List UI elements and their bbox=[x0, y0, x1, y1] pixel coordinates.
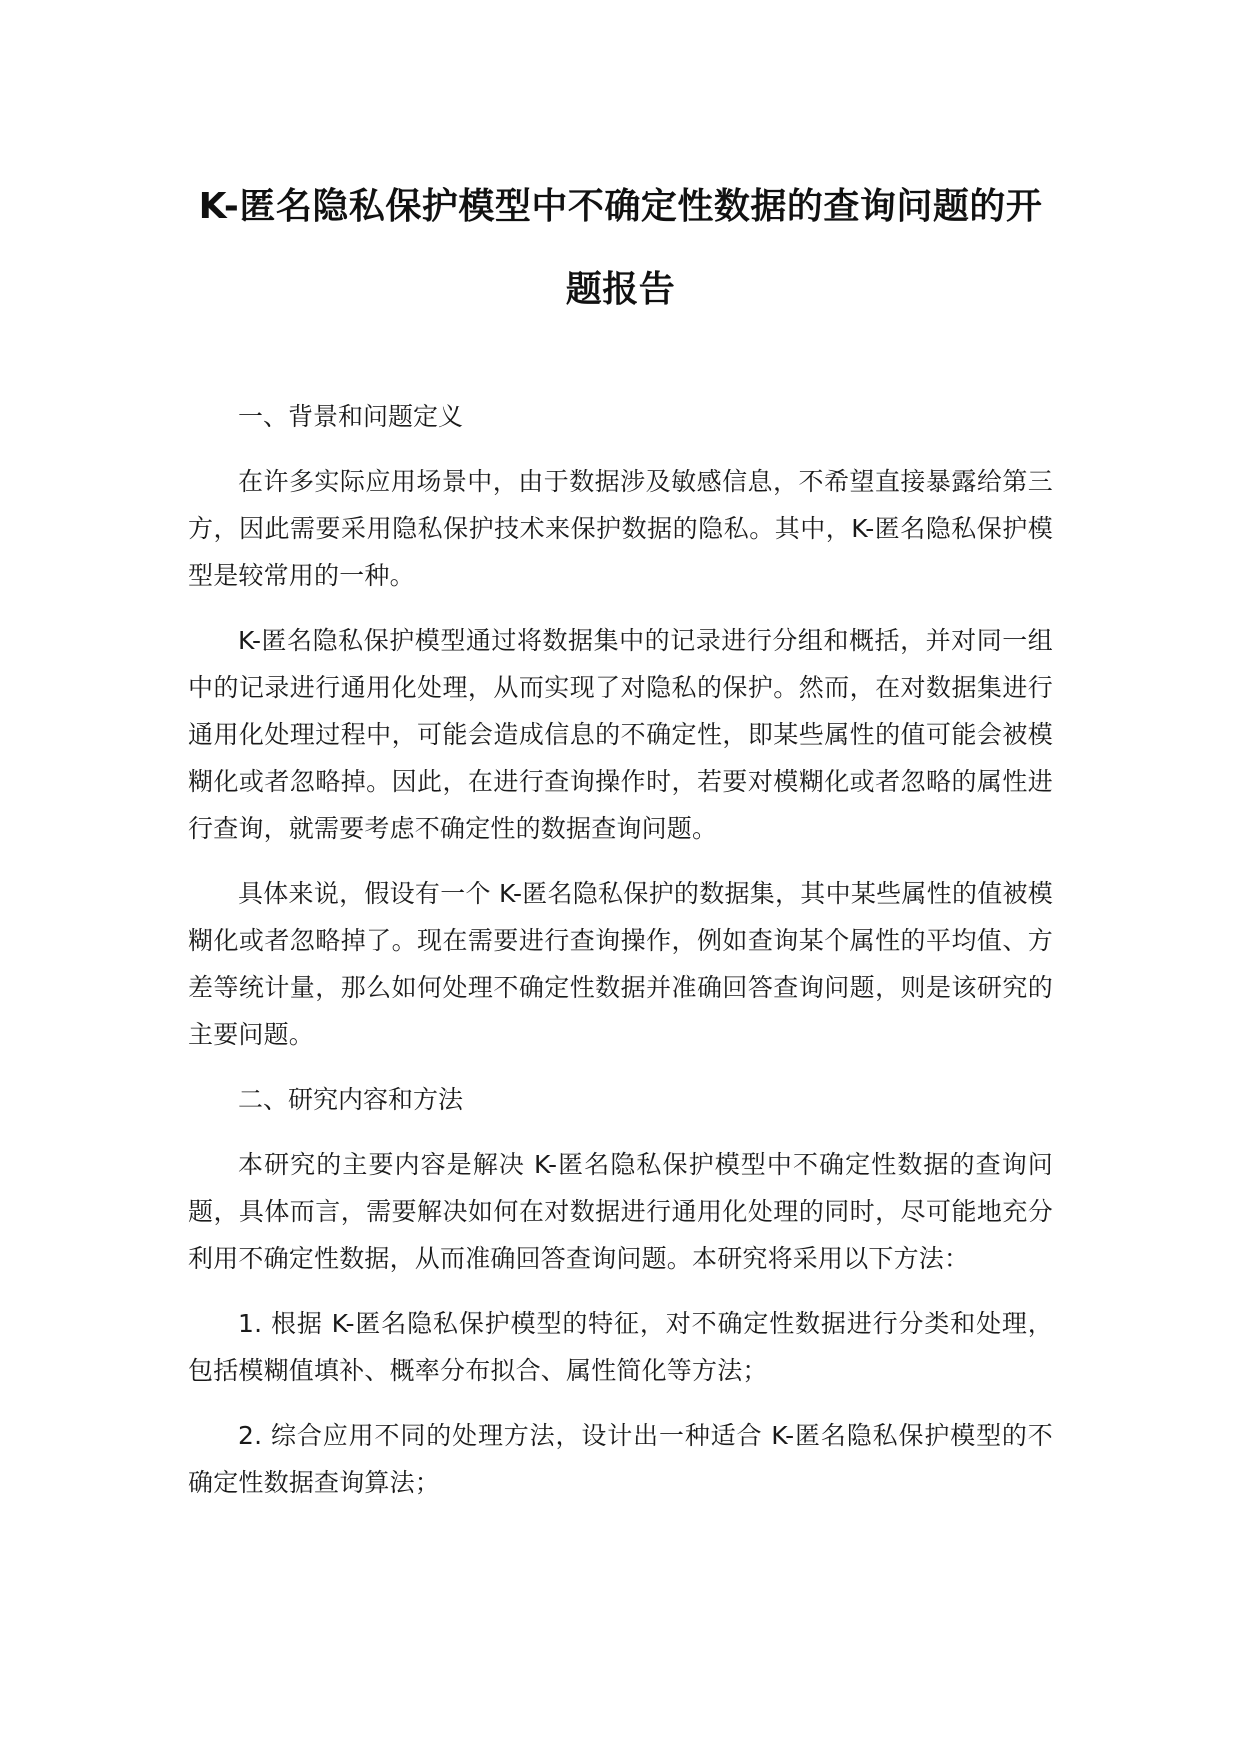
paragraph-background-3: 具体来说，假设有一个 K-匿名隐私保护的数据集，其中某些属性的值被模糊化或者忽略掉了。现在需要进行查询操作，例如查询某个属性的平均值、方差等统计量，那么如何处理不确定性数据并准确回答查询问题，则是该研究的主要问题。 bbox=[188, 879, 1053, 1049]
paragraph-methods-intro: 本研究的主要内容是解决 K-匿名隐私保护模型中不确定性数据的查询问题，具体而言，需要解决如何在对数据进行通用化处理的同时，尽可能地充分利用不确定性数据，从而准确回答查询问题。本研究将采用以下方法： bbox=[188, 1150, 1053, 1273]
paragraph-background-2: K-匿名隐私保护模型通过将数据集中的记录进行分组和概括，并对同一组中的记录进行通用化处理，从而实现了对隐私的保护。然而，在对数据集进行通用化处理过程中，可能会造成信息的不确定性，即某些属性的值可能会被模糊化或者忽略掉。因此，在进行查询操作时，若要对模糊化或者忽略的属性进行查询，就需要考虑不确定性的数据查询问题。 bbox=[188, 626, 1053, 843]
document-page bbox=[188, 165, 1053, 1524]
list-item-method-1: 1. 根据 K-匿名隐私保护模型的特征，对不确定性数据进行分类和处理，包括模糊值填补、概率分布拟合、属性简化等方法； bbox=[188, 1309, 1053, 1385]
section-heading-methods: 二、研究内容和方法 bbox=[238, 1085, 464, 1114]
list-item-method-2: 2. 综合应用不同的处理方法，设计出一种适合 K-匿名隐私保护模型的不确定性数据查询算法； bbox=[188, 1421, 1053, 1497]
document-title: K-匿名隐私保护模型中不确定性数据的查询问题的开题报告 bbox=[198, 186, 1043, 310]
paragraph-background-1: 在许多实际应用场景中，由于数据涉及敏感信息，不希望直接暴露给第三方，因此需要采用隐私保护技术来保护数据的隐私。其中，K-匿名隐私保护模型是较常用的一种。 bbox=[188, 467, 1053, 590]
section-heading-background: 一、背景和问题定义 bbox=[238, 402, 464, 431]
document-body bbox=[188, 393, 1053, 1506]
